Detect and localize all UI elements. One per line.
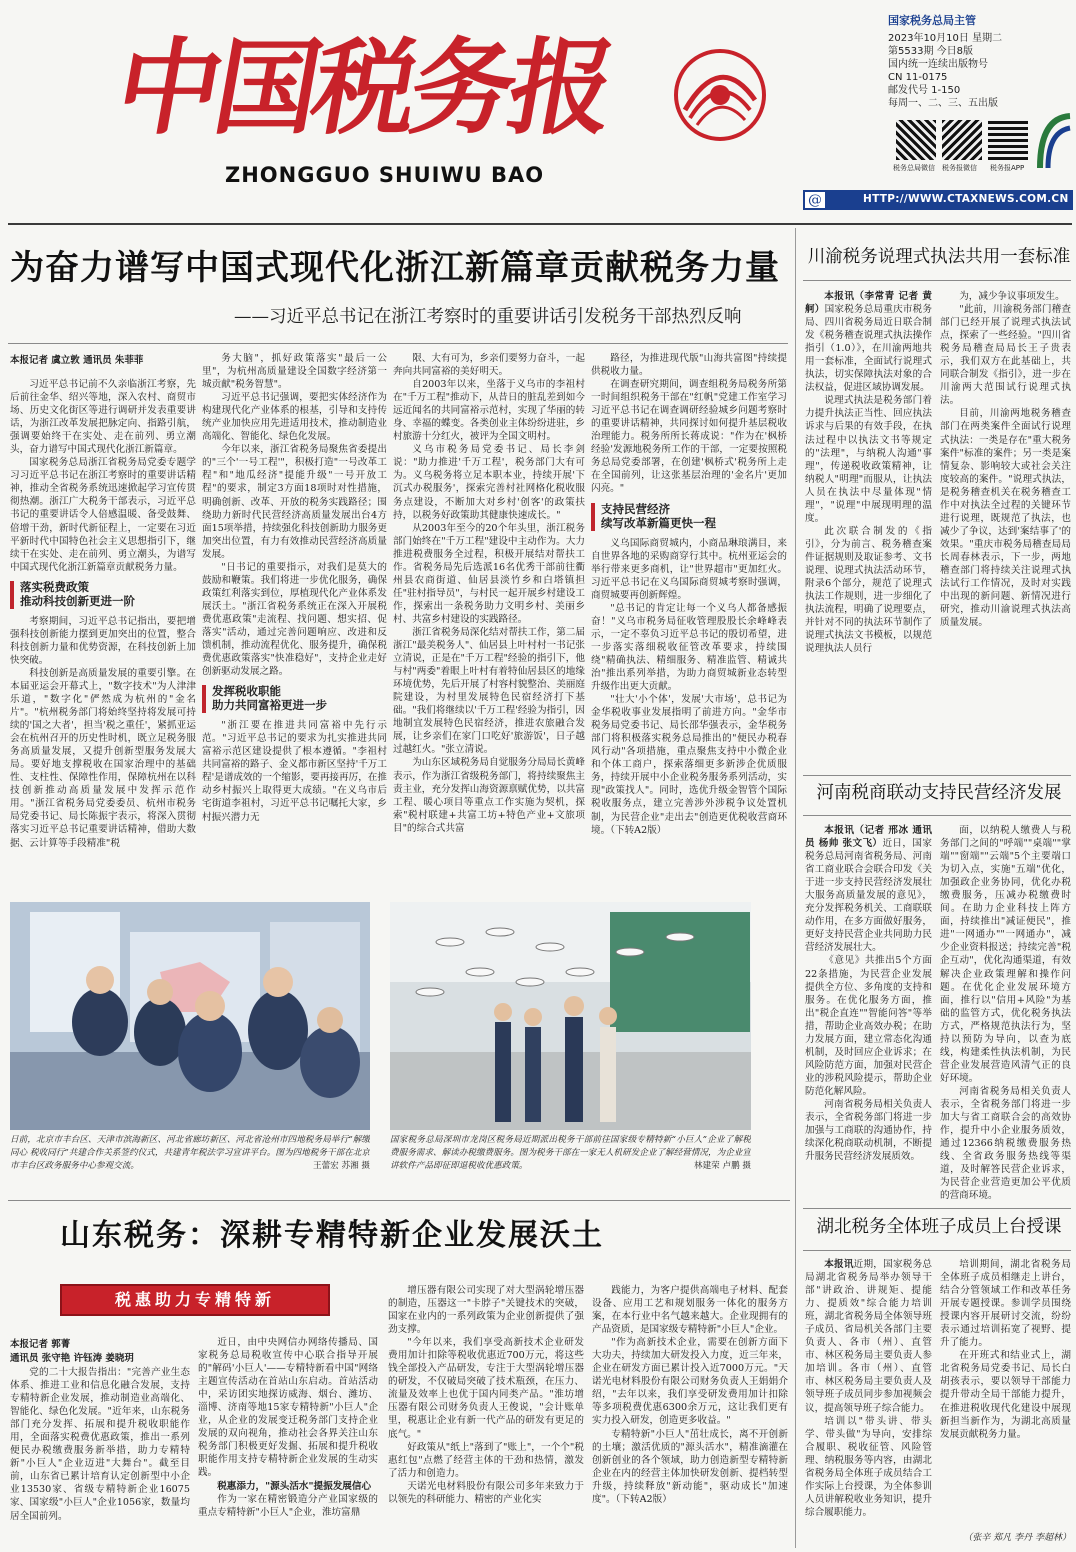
masthead-graphic: [1036, 112, 1072, 172]
photo-left-caption: [10, 1134, 370, 1186]
bottom-banner-text: 税惠助力专精特新: [114, 1290, 275, 1309]
lead-column-2: [202, 352, 387, 908]
paragraph: 国家税务总局浙江省税务局党委专题学习习近平总书记在浙江考察时的重要讲话精神，推动全省税务系统迅速掀起学习宣传贯彻热潮。浙江广大税务干部表示，习近平总书记的重要讲话令人倍感温暖、备受鼓舞、倍增干劲，新时代新征程上，一定要在习近平新时代中国特色社会主义思想指引下，继续干在实处、走在前列、勇立潮头，为谱写中国式现代化浙江新篇章贡献税务力量。: [10, 457, 196, 573]
bottom-byline-1: 本报记者 郭菁: [10, 1339, 71, 1350]
subhead-common-prosperity: [202, 684, 387, 713]
paragraph: 习近平总书记前不久亲临浙江考察，先后前往金华、绍兴等地，深入农村、商贸市场、历史文化街区等进行调研并发表重要讲话，为浙江改革发展把脉定向、指路引航，强调要始终干在实处、走在前列、勇立潮头，奋力谱写中国式现代化浙江新篇章。: [10, 379, 196, 456]
masthead: [0, 0, 1076, 228]
paragraph: 目前，川渝两地税务稽查部门在两类案件全面试行说理式执法：一类是存在"重大税务案件"标准的案件；另一类是案情复杂、影响较大或社会关注度较高的案件。"说理式执法，是税务稽查机关在税务稽查工作中对执法全过程的关键环节进行说理，既规范了执法，也减少了争议，达到'案结事了'的效果。"重庆市税务局稽查局局长周春林表示，下一步，两地稽查部门将持续关注说理式执法试行工作情况，及时对实践中出现的新问题、新情况进行研究，推动川渝说理式执法高质量发展。: [940, 408, 1071, 629]
paragraph: 好政策从"纸上"落到了"账上"，一个个"税惠红包"点燃了经营主体的干劲和热情，激发了活力和创造力。: [388, 1441, 584, 1479]
paragraph: 为山东区域税务局自觉服务分局局长黄峰表示，作为浙江省级税务部门，将持续聚焦主责主业，充分发挥山海资源禀赋优势，以共富工程、暖心项目等重点工作实施为契机，探索"税村联建+共富工坊+特色产业+文旅项目"的综合式共富: [393, 757, 585, 834]
qr-label-2: 税务报微信: [942, 164, 977, 172]
paragraph: [805, 824, 932, 954]
paragraph: "壮大'小个体'，发展'大市场'，总书记为金华税收事业发展指明了前进方向。"金华市税务局党委书记、局长邵华强表示，金华税务部门将积极落实税务总局推出的"便民办税春风行动"各项措施，重点聚焦支持中小微企业和个体工商户，探索落细更多新涉企优质服务，持续开展中小企业税务服务系列活动，实现"政策找人"。同时，选优升级金智管个国际税收服务点，建立完善涉外涉税争议处置机制，为民营企业"走出去"创造更优税收营商环境。（下转A2版）: [591, 694, 787, 836]
lead-column-1: [10, 378, 196, 908]
paragraph: 义乌国际商贸城内，小商品琳琅满目，来自世界各地的采购商穿行其中。杭州亚运会的举行带来更多商机，让"世界超市"更加红火。习近平总书记在义乌国际商贸城考察时强调，商贸城要再创新辉煌。: [591, 537, 787, 601]
paragraph: 为，减少争议事项发生。: [959, 291, 1065, 302]
paragraph: 自2003年以来，坐落于义乌市的李祖村在"千万工程"推动下，从昔日的脏乱差到如今远近闻名的共同富裕示范村，实现了华丽的转身、幸福的蝶变。各类创业主体纷纷进驻，乡村旅游十分红火，被评为全国文明村。: [393, 379, 585, 443]
qr-code-wechat-paper[interactable]: [942, 120, 982, 160]
right-bot-rule: [803, 1250, 1071, 1251]
byline: 本报讯（记者 邢冰 通讯员 杨帅 张文飞）: [805, 825, 932, 850]
right-divider-1: [803, 775, 1071, 776]
right-mid-column-a: [805, 824, 932, 1204]
right-top-column-b: [940, 290, 1071, 770]
subhead-tech: [10, 580, 196, 609]
paragraph: 务大脑"，抓好政策落实"最后一公里"，为杭州高质量建设全国数字经济第一城贡献"税务智慧"。: [202, 353, 387, 391]
subhead-line: 推动科技创新更进一阶: [20, 593, 135, 608]
photo-left: [10, 902, 370, 1130]
paragraph: 浙江省税务局深化结对帮扶工作，第二届浙江"最美税务人"、仙居县上叶村村一书记张立清说，正是在"千万工程"经验的指引下，他与村"两委"着眼上叶村有着特仙居县区的地缘环境优势，先后开展了村容村貌整治、美丽庭院建设，为村里发展特色民宿经济打下基础。"我们将继续以'千万工程'经验为指引，因地制宜发展特色民宿经济，推进农旅融合发展，让乡亲们在家门口吃好'旅游饭'，日子越过越红火。"张立清说。: [393, 626, 585, 756]
paragraph: 作为一家在精密锻造分产业国家级的重点专精特新"小巨人"企业，淮坊富鼎: [198, 1493, 378, 1518]
paragraph: 习近平总书记强调，要把实体经济作为构建现代化产业体系的根基，引导和支持传统产业加快应用先进适用技术，推动制造业高端化、智能化、绿色化发展。: [202, 392, 387, 443]
paragraph: 限、大有可为，乡亲们要努力奋斗，一起奔向共同富裕的美好明天。: [393, 353, 585, 378]
right-divider-2: [803, 1208, 1071, 1209]
paragraph-text: 国家税务总局重庆市税务局、四川省税务局近日联合制发《税务稽查说理式执法操作指引（1.0）》，在川渝两地共用一套标准，全面试行说理式执法，切实保障执法对象的合法权益，促进区域协调发展。: [805, 304, 932, 394]
paragraph: "此前，川渝税务部门稽查部门已经开展了说理式执法试点，探索了一些经验。"四川省税务局稽查局局长王子贵表示，我们双方在此基础上，共同联合制发《指引》，进一步在川渝两大范围试行说理式执法。: [940, 304, 1071, 407]
byline: 本报讯（李常青 记者 黄舸）: [805, 291, 932, 316]
paragraph: 《意见》共推出5个方面22条措施，为民营企业发展提供全方位、多角度的支持和服务。在优化服务方面，推出"税企直连""智能问答"等举措，帮助企业高效办税；在助力发展方面，建立常态化沟通机制，及时回应企业诉求；在风险防范方面，加强对民营企业的涉税风险提示，帮助企业防范化解风险。: [805, 955, 932, 1097]
bottom-headline: 山东税务：深耕专精特新企业发展沃土: [60, 1218, 604, 1253]
masthead-title: 中国税务报: [107, 26, 619, 149]
caption-text: 日前，北京市丰台区、天津市滨海新区、河北省廊坊新区、河北省沧州市四地税务局举行“解缴同心 税收同行”共建合作关系签约仪式，共建青年税法学习宣讲平台。图为四地税务干部在北京市丰台区政务服务中心参观交流。: [10, 1135, 370, 1171]
byline: 本报讯: [824, 1259, 854, 1270]
serial-label: 国内统一连续出版物号: [888, 59, 988, 70]
supervisor-label: 国家税务总局主管: [888, 14, 976, 27]
paragraph: 从2003年至今的20个年头里，浙江税务部门始终在"千万工程"建设中主动作为。大力推进税费服务全过程，积极开展结对帮扶工作。省税务局先后选派16名优秀干部前往衢州县农商街道、仙居县淡竹乡和白塔镇担任"驻村指导员"，与村民一起开展乡村建设工作，探索出一条税务助力文明乡村、美丽乡村、共富乡村建设的实践路径。: [393, 522, 585, 625]
paragraph: 科技创新是高质量发展的重要引擎。在本届亚运会开幕式上，"数字技术"为人津津乐道，"数字化"俨然成为杭州的"金名片"。"杭州税务部门将始终坚持将发展可持续的'国之大者'，担当'税之重任'，紧抓亚运会在杭州召开的历史性时机，既立足税务服务高质量发展，又提升创新型服务发展大局。要好地支撑税收在国家治理中的基础性、支柱性、保障性作用，保障杭州在以科技创新推动高质量发展中发挥示范作用。"浙江省税务局党委委员、杭州市税务局党委书记、局长陈振宇表示，将深入贯彻落实习近平总书记重要讲话精神，借助大数据、云计算等手段精准"税: [10, 667, 196, 849]
paragraph: [805, 1258, 932, 1415]
right-top-headline: 川渝税务说理式执法共用一套标准: [807, 247, 1071, 267]
paragraph: 培训期间，湖北省税务局全体班子成员相继走上讲台，结合分管领域工作和改革任务开展专题授课。参训学员围绕授课内容开展研讨交流，纷纷表示通过培训拓宽了视野、提升了能力。: [940, 1259, 1071, 1349]
paragraph: 河南省税务局相关负责人表示，全省税务部门将进一步加强与工商联的沟通协作，持续深化税商联动机制，不断提升服务民营经济发展质效。: [805, 1098, 932, 1163]
bottom-column-4: [592, 1284, 788, 1544]
paragraph: 党的二十大报告指出："完善产业生态体系、推进工业和信息化融合发展，支持专精特新企业发展，推动制造业高端化、智能化、绿色化发展。"近年来，山东税务部门充分发挥、拓展和提升税收职能作用，全面落实税费优惠政策，推出一系列便民办税缴费服务新举措，助力专精特新"小巨人"企业迈进"大舞台"。截至目前，山东省已累计培育认定创新型中小企业13530家、省级专精特新企业16075家、国家级"小巨人"企业1056家，数量均居全国前列。: [10, 1367, 190, 1522]
photo-credit: 林建荣 卢鹏 摄: [693, 1161, 751, 1171]
subhead-line: 助力共同富裕更进一步: [212, 698, 327, 713]
paragraph: 考察期间，习近平总书记指出，要把增强科技创新能力摆到更加突出的位置，整合科技创新力量和优势资源，在科技创新上加快突破。: [10, 615, 196, 666]
right-bot-column-b: [940, 1258, 1071, 1528]
paragraph: 此次联合制发的《指引》，分为前言、税务稽查案件证据规则及取证参考、文书说理、说理式执法活动环节，附录6个部分，规范了说理式执法工作规则，进一步细化了执法流程，明确了说理要点，并针对不同的执法环节制作了说理式执法文书模板，以规范说理执法人员行: [805, 525, 932, 655]
paragraph: 在开班式和结业式上，湖北省税务局党委书记、局长白胡孩表示，要以领导干部能力提升带动全局干部能力提升，在推进税收现代化建设中展现新担当新作为，为湖北高质量发展贡献税务力量。: [940, 1350, 1071, 1440]
lead-headline: 为奋力谱写中国式现代化浙江新篇章贡献税务力量: [10, 248, 780, 288]
paragraph: 路径，为推进现代版"山海共富图"持续提供税收力量。: [591, 353, 787, 378]
paragraph: 增压器有限公司实现了对大型涡轮增压器的制造，压器这一"卡脖子"关键技术的突破，国家在业内的一系列政策为企业创新提供了强劲支撑。: [388, 1285, 584, 1336]
section-rule: [8, 1200, 790, 1201]
lead-column-4: [591, 352, 787, 908]
caption-text: 国家税务总局深圳市龙岗区税务局近期派出税务干部前往国家级专精特新“小巨人”企业了解税费服务需求、解读办税缴费服务。图为税务干部在一家无人机研发企业了解经营情况，为企业宣讲软件产品即征即退税收优惠政策。: [390, 1135, 751, 1171]
right-bot-signoff: （张辛 郑凡 李丹 李超林）: [963, 1533, 1071, 1543]
paragraph: "今年以来，我们享受高新技术企业研发费用加计扣除等税收优惠近700万元，将这些钱全部投入产品研发，专注于大型涡轮增压器的研发，不仅破局突破了技术瓶颈，在压力、流量及效率上也优于国内同类产品。"淮坊增压器有限公司财务负责人王俊说，"会计账单里，税惠让企业有新一代产品的研发有更足的底气。": [388, 1337, 584, 1440]
bottom-banner: [60, 1284, 330, 1316]
subhead-line: 支持民营经济: [601, 501, 670, 516]
subhead-line: 落实税费政策: [20, 579, 89, 594]
photo-credit: 王蕾宏 苏湘 摄: [312, 1161, 370, 1171]
lead-byline: 本报记者 虞立敦 通讯员 朱菲菲: [10, 355, 144, 366]
website-url[interactable]: HTTP://WWW.CTAXNEWS.COM.CN: [863, 193, 1069, 205]
paragraph: "浙江要在推进共同富裕中先行示范。"习近平总书记的要求为扎实推进共同富裕示范区建设提供了根本遵循。"李祖村共同富裕的路子、金义都市新区坚持'千万工程'是谱成效的一个缩影，要再接再厉，在推动乡村振兴上取得更大成绩。"在义乌市后宅街道李祖村，习近平总书记嘱托大家，乡村振兴潜力无: [202, 720, 387, 823]
date-line: 2023年10月10日 星期二: [888, 33, 1003, 44]
website-bar[interactable]: [803, 190, 1073, 210]
paragraph: "日书记的重要指示，对我们是莫大的鼓励和鞭策。我们将进一步优化服务，确保政策红利落实到位，厚植现代化产业体系发展沃土。"浙江省税务系统正在深入开展税费优惠政策"走流程、找问题、想实招、促落实"活动，通过完善问题响应、改进和反馈机制，推动流程优化、服务提升，确保税费优惠政策落实"快准稳好"，支持企业走好创新驱动发展之路。: [202, 561, 387, 678]
lead-column-3: [393, 352, 585, 908]
subhead-private-economy: [591, 502, 787, 531]
paragraph: 今年以来，浙江省税务局聚焦省委提出的"三个'一号工程'"，积极打造"一号改革工程"和"地瓜经济"提能升级"一号开放工程"的要求，制定3方面18项时对性措施，明确创新、改革、开放的税务实践路径；围绕助力新时代民营经济高质量发展出台4方面15项举措，持续强化科技创新助力服务更加突出位置，有力有效推动民营经济高质量发展。: [202, 444, 387, 560]
qr-label-3: 税务报APP: [990, 164, 1025, 172]
issue-line: 第5533期 今日8版: [888, 46, 973, 57]
paragraph: 专精特新"小巨人"茁壮成长，离不开创新的土壤；激活优质的"源头活水"，精准滴灌在创新创业的各个领域，助力创造新型专精特新企业在内的经营主体加快研发创新、提档转型升级，持续释放"新动能"，驱动成长"加速度"。（下转A2版）: [592, 1428, 788, 1505]
right-column-divider: [795, 228, 796, 1548]
right-top-rule: [803, 280, 1071, 281]
paragraph: 面，以纳税人缴费人与税务部门之间的"呼端""桌端""掌端""窗端""云端"5个主要端口为切入点，实施"五端"优化，加强政企业务协同，优化办税缴费服务，压减办税缴费时间。在助力企业科技上阵方面，持续推出"减证便民"，推进"一网通办""一网通办"，减少企业资料报送；持续完善"税企互动"，优化沟通渠道，有效解决企业政策理解和操作问题。在优化企业发展环境方面，推行以"信用+风险"为基础的监管方式，优化税务执法方式，严格规范执法行为，坚持以预防为导向，以查为底线，构建柔性执法机制，为民营企业发展营造风清气正的良好环境。: [940, 825, 1071, 1084]
paragraph: 天诺光电材料股份有限公司多年来致力于以领先的科研能力、精密的产业化实: [388, 1480, 584, 1505]
qr-code-wechat-tax[interactable]: [896, 120, 936, 160]
paragraph: [805, 290, 932, 394]
newspaper-logo: [665, 40, 775, 150]
bottom-column-1: [10, 1366, 190, 1544]
right-mid-rule: [803, 815, 1071, 816]
postal-code: 邮发代号 1-150: [888, 85, 961, 96]
masthead-rule: [8, 223, 1072, 225]
paragraph: 税惠添力，"源头活水"提振发展信心: [217, 1480, 372, 1492]
paragraph: 践能力，为客户提供高端电子材料、配套设备、应用工艺和规划服务一体化的服务方案，在本行业中名气越来越大。企业现拥有的产品资质，是国家级专精特新"小巨人"企业。: [592, 1285, 788, 1336]
paragraph: 培训以"带头讲、带头学、带头做"为导向，安排综合履职、税收征管、风险管理、纳税服务等内容，由湖北省税务局全体班子成员结合工作实际上台授课，为全体参训人员讲解税收业务知识，提升综合履职能力。: [805, 1415, 932, 1518]
right-bot-column-a: [805, 1258, 932, 1544]
right-mid-column-b: [940, 824, 1071, 1204]
right-top-column-a: [805, 290, 932, 770]
paragraph: "总书记的肯定让每一个义乌人都备感振奋！"义乌市税务局征收管理股股长余峰峰表示，一定不辜负习近平总书记的殷切希望，进一步落实落细税收征管改革要求，持续围绕"精确执法、精细服务、精准监管、精诚共治"推出系列举措，为助力商贸城新业态转型升级作出更大贡献。: [591, 602, 787, 693]
frequency: 每周一、二、三、五出版: [888, 98, 998, 109]
cn-number: CN 11-0175: [888, 72, 948, 83]
lead-rule: [8, 343, 788, 344]
paragraph: 义乌市税务局党委书记、局长李剑说："助力推进'千万工程'，税务部门大有可为。义乌税务将立足本职本业，持续开展'下沉式办税服务'，探索完善村社网格化税收服务点建设，不断加大对乡村'创客'的政策扶持，以税务好政策助其健康快速成长。": [393, 444, 585, 521]
masthead-pinyin: ZHONGGUO SHUIWU BAO: [225, 163, 545, 187]
right-bot-headline: 湖北税务全体班子成员上台授课: [816, 1217, 1062, 1237]
qr-code-app[interactable]: [988, 120, 1028, 160]
paragraph: 在调查研究期间，调查组税务局税务所第一时间组织税务干部在"红帆"党建工作室学习习近平总书记在调查调研经验城乡问题考察时的重要讲话精神，共同探讨如何提升基层税收治理能力。税务所所长蒋成说："作为在'枫桥经验'发源地税务所工作的干部，一定要按照税务总局党委部署，在创建'枫桥式'税务所上走在全国前列，让这张基层治理的'金名片'更加闪亮。": [591, 379, 787, 495]
masthead-info: [888, 14, 1070, 110]
lead-subheadline: ——习近平总书记在浙江考察时的重要讲话引发税务干部热烈反响: [234, 307, 742, 327]
subhead-line: 发挥税收职能: [212, 684, 281, 699]
paragraph: 河南省税务局相关负责人表示，全省税务部门将进一步加大与省工商联合会的高效协作，提升中小企业服务质效，通过12366纳税缴费服务热线、全省政务服务热线等渠道，及时解答民营企业诉求，为民营企业营造更加公平优质的营商环境。: [940, 1085, 1071, 1202]
photo-right-caption: [390, 1134, 751, 1186]
bottom-column-2: [198, 1336, 378, 1544]
paragraph-text: 近日，国家税务总局河南省税务局、河南省工商业联合会联合印发《关于进一步支持民营经济发展壮大服务高质量发展的意见》，充分发挥税务机关、工商联联动作用，在多方面做好服务，更好支持民营企业共同助力民营经济发展壮大。: [805, 838, 932, 954]
right-mid-headline: 河南税商联动支持民营经济发展: [816, 783, 1062, 803]
bottom-byline-2: 通讯员 张守艳 许钰涛 姜晓玥: [10, 1353, 134, 1364]
subhead-line: 续写改革新篇更快一程: [601, 515, 716, 530]
paragraph-text: 近期，国家税务总局湖北省税务局举办领导干部"讲政治、讲规矩、提能力、提质效"综合能力培训班，湖北省税务局全体领导班子成员、省局机关各部门主要负责人、各市（州）、直管市、林区税务局主要负责人参加培训。各市（州）、直管市、林区税务局主要负责人及领导班子成员同步参加视频会议，提高领导班子综合能力。: [805, 1259, 932, 1414]
bottom-column-3: [388, 1284, 584, 1544]
photo-right: [390, 902, 751, 1130]
at-icon: @: [803, 190, 827, 210]
paragraph: 说理式执法是税务部门着力提升执法正当性、回应执法诉求与后果的有效手段，在执法过程中以执法文书等规定的"法理"，与纳税人沟通"事理"，传递税收政策精神，让纳税人"明理"而服从，让执法人员在执法中尽量体现"情理"，"说理"中展现明理的温度。: [805, 395, 932, 524]
qr-label-1: 税务总局微信: [893, 164, 935, 172]
paragraph: "作为高新技术企业，需要在创新方面下大功夫，持续加大研发投入力度，近三年来，企业在研发方面已累计投入近7000万元。"天诺光电材料股份有限公司财务负责人王娟娟介绍，"去年以来，我们享受研发费用加计扣除等多项税费优惠6300余万元，这让我们更有实力投入研发，创造更多收益。": [592, 1337, 788, 1427]
paragraph: 近日，由中央网信办网络传播局、国家税务总局税收宣传中心联合指导开展的"解码'小巨人'——专精特新看中国"网络主题宣传活动在首站山东启动。首站活动中，采访团实地探访威海、烟台、潍坊、淄博、济南等地15家专精特新"小巨人"企业，从企业的发展变迁税务部门支持企业发展的双向视角，推动社会各界关注山东税务部门积极更好发掘、拓展和提升税收职能作用支持专精特新企业发展的生动实践。: [198, 1337, 378, 1479]
